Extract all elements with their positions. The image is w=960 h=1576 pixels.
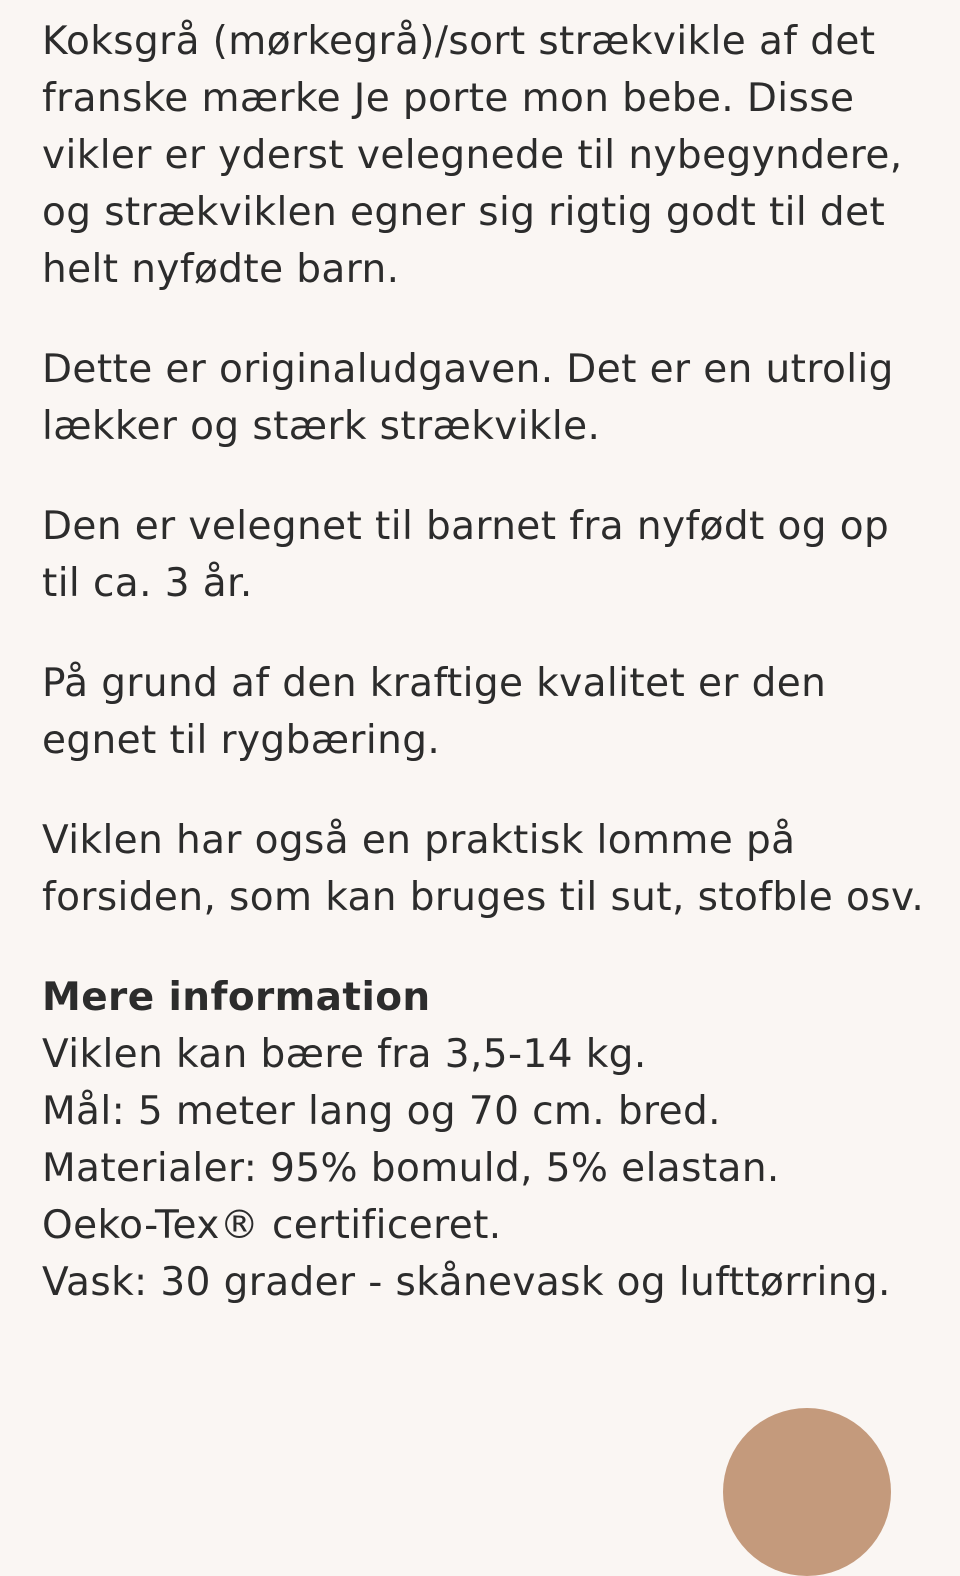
info-line-materials: Materialer: 95% bomuld, 5% elastan. xyxy=(42,1146,780,1191)
info-line-washing: Vask: 30 grader - skånevask og lufttørring. xyxy=(42,1260,891,1305)
more-info-section xyxy=(42,969,932,1311)
description-paragraph-4: På grund af den kraftige kvalitet er den egnet til rygbæring. xyxy=(42,661,827,763)
info-line-size: Mål: 5 meter lang og 70 cm. bred. xyxy=(42,1089,721,1134)
description-paragraph-3: Den er velegnet til barnet fra nyfødt og op til ca. 3 år. xyxy=(42,504,890,606)
floating-action-button[interactable] xyxy=(723,1408,891,1576)
info-line-certification: Oeko-Tex® certificeret. xyxy=(42,1203,502,1248)
more-info-heading: Mere information xyxy=(42,975,431,1020)
description-paragraph-1: Koksgrå (mørkegrå)/sort strækvikle af det franske mærke Je porte mon bebe. Disse vikler er yderst velegnede til nybegyndere, og strækviklen egner sig rigtig godt til det helt nyfødte barn. xyxy=(42,19,903,292)
info-line-weight: Viklen kan bære fra 3,5-14 kg. xyxy=(42,1032,647,1077)
description-paragraph-2: Dette er originaludgaven. Det er en utrolig lækker og stærk strækvikle. xyxy=(42,347,894,449)
product-description xyxy=(42,13,932,1311)
description-paragraph-5: Viklen har også en praktisk lomme på forsiden, som kan bruges til sut, stofble osv. xyxy=(42,818,925,920)
